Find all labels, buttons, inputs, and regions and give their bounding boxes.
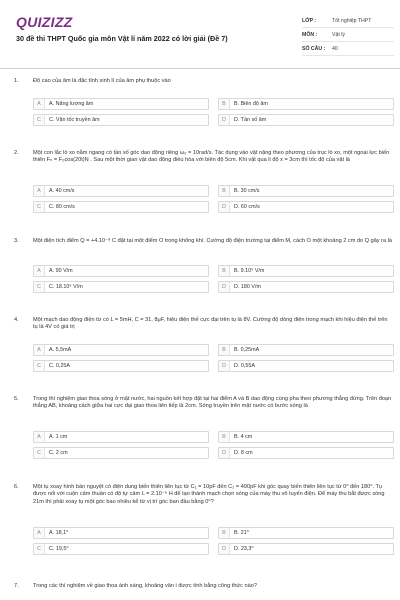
- answer-option-a[interactable]: [33, 265, 209, 277]
- answer-option-c[interactable]: [33, 447, 209, 459]
- option-text: C. 2 cm: [49, 450, 68, 456]
- option-letter: B: [219, 266, 230, 276]
- option-text: B. 30 cm/s: [234, 188, 260, 194]
- option-text: B. 0,25mA: [234, 347, 260, 353]
- option-text: D. 8 cm: [234, 450, 253, 456]
- question-number: 7.: [14, 583, 19, 589]
- answer-option-d[interactable]: [218, 447, 394, 459]
- meta-row-subject: [302, 28, 394, 42]
- answer-option-d[interactable]: [218, 201, 394, 213]
- answer-option-a[interactable]: [33, 431, 209, 443]
- question-text: Một mạch dao động điện từ có L = 5mH, C = 31, 8μF, hiệu điện thế cực đại trên tụ là 8V. Cường độ dòng điện trong mạch khi hiệu điện thế trên tụ là 4V có giá trị: [33, 317, 388, 331]
- option-text: A. 90 V/m: [49, 268, 73, 274]
- header-divider: [0, 68, 400, 69]
- option-text: C. 0,25A: [49, 363, 70, 369]
- option-text: B. 4 cm: [234, 434, 253, 440]
- meta-value: Tốt nghiệp THPT: [332, 17, 372, 24]
- question-number: 3.: [14, 238, 19, 244]
- question-number: 5.: [14, 396, 19, 402]
- option-text: D. 0,55A: [234, 363, 255, 369]
- meta-value: Vật lý: [332, 31, 345, 38]
- answer-option-d[interactable]: [218, 543, 394, 555]
- meta-label: SỐ CÂU :: [302, 45, 326, 52]
- meta-row-count: [302, 42, 394, 56]
- question-number: 6.: [14, 484, 19, 490]
- quizizz-logo: QUIZIZZ: [16, 14, 73, 30]
- answer-option-d[interactable]: [218, 114, 394, 126]
- answer-option-b[interactable]: [218, 98, 394, 110]
- question-text: Trong các thí nghiệm về giao thoa ánh sáng, khoảng vân i được tính bằng công thức nào?: [33, 583, 257, 589]
- answer-option-b[interactable]: [218, 344, 394, 356]
- option-text: A. Năng lượng âm: [49, 101, 94, 107]
- option-text: D. 180 V/m: [234, 284, 261, 290]
- option-text: D. Tần số âm: [234, 117, 267, 123]
- option-letter: B: [219, 345, 230, 355]
- option-letter: A: [34, 432, 45, 442]
- answer-option-b[interactable]: [218, 431, 394, 443]
- option-text: C. 19,5⁰: [49, 546, 69, 552]
- question-number: 4.: [14, 317, 19, 323]
- question-text: Trong thí nghiệm giao thoa sóng ở mặt nước, hai nguồn kết hợp đặt tại hai điểm A và B dao động cùng pha theo phương thẳng đứng. Trên đoạn thẳng AB, khoảng cách giữa hai cực đại giao thoa liên tiếp là 2cm. Sóng truyền trên mặt nước có bước sóng là: [33, 396, 392, 410]
- option-text: A. 5,5mA: [49, 347, 72, 353]
- option-letter: A: [34, 186, 45, 196]
- option-letter: B: [219, 186, 230, 196]
- question-number: 1.: [14, 78, 19, 84]
- option-text: B. 9.10⁵ V/m: [234, 268, 265, 274]
- answer-option-c[interactable]: [33, 281, 209, 293]
- option-letter: C: [34, 544, 45, 554]
- meta-label: LỚP :: [302, 17, 317, 24]
- option-letter: A: [34, 99, 45, 109]
- answer-option-d[interactable]: [218, 360, 394, 372]
- option-text: B. 21⁰: [234, 530, 249, 536]
- header: [0, 0, 400, 64]
- option-letter: C: [34, 282, 45, 292]
- option-letter: D: [219, 361, 230, 371]
- option-text: A. 40 cm/s: [49, 188, 75, 194]
- meta-table: [302, 14, 394, 56]
- answer-option-d[interactable]: [218, 281, 394, 293]
- answer-option-b[interactable]: [218, 185, 394, 197]
- option-letter: C: [34, 361, 45, 371]
- question-text: Một điện tích điểm Q = +4.10⁻⁸ C đặt tại một điểm O trong không khí. Cường độ điện trường tại điểm M, cách O một khoảng 2 cm do Q gây ra là: [33, 238, 393, 244]
- question-text: Độ cao của âm là đặc tính sinh lí của âm phụ thuộc vào: [33, 78, 171, 84]
- answer-option-b[interactable]: [218, 265, 394, 277]
- option-text: B. Biên độ âm: [234, 101, 268, 107]
- option-letter: A: [34, 266, 45, 276]
- option-letter: D: [219, 282, 230, 292]
- meta-label: MÔN :: [302, 31, 318, 38]
- option-letter: D: [219, 448, 230, 458]
- answer-option-b[interactable]: [218, 527, 394, 539]
- option-text: D. 60 cm/s: [234, 204, 260, 210]
- answer-option-c[interactable]: [33, 360, 209, 372]
- option-letter: A: [34, 528, 45, 538]
- meta-row-class: [302, 14, 394, 28]
- answer-option-c[interactable]: [33, 543, 209, 555]
- answer-option-a[interactable]: [33, 185, 209, 197]
- option-letter: B: [219, 99, 230, 109]
- option-text: C. Vận tốc truyền âm: [49, 117, 100, 123]
- option-text: D. 23,3⁰: [234, 546, 254, 552]
- option-letter: C: [34, 202, 45, 212]
- answer-option-c[interactable]: [33, 201, 209, 213]
- document-title: 30 đề thi THPT Quốc gia môn Vật lí năm 2022 có lời giải (Đề 7): [16, 34, 228, 43]
- option-letter: D: [219, 202, 230, 212]
- question-number: 2.: [14, 150, 19, 156]
- answer-option-a[interactable]: [33, 527, 209, 539]
- answer-option-a[interactable]: [33, 98, 209, 110]
- option-letter: A: [34, 345, 45, 355]
- option-letter: D: [219, 115, 230, 125]
- question-text: Một con lắc lò xo nằm ngang có tần số góc dao động riêng ω₀ = 10rad/s. Tác dụng vào vật nặng theo phương của trục lò xo, một ngoại lực biến thiên Fₙ = F₀cos(20t)N . Sau một thời gian vật dao động điều hòa với biên độ 5cm. Khi vật qua li độ x = 3cm thì tốc độ của vật là: [33, 150, 390, 164]
- answer-option-c[interactable]: [33, 114, 209, 126]
- option-letter: B: [219, 528, 230, 538]
- answer-option-a[interactable]: [33, 344, 209, 356]
- option-letter: C: [34, 115, 45, 125]
- option-letter: D: [219, 544, 230, 554]
- meta-value: 40: [332, 45, 338, 52]
- option-text: A. 1 cm: [49, 434, 68, 440]
- option-text: C. 80 cm/s: [49, 204, 75, 210]
- option-letter: B: [219, 432, 230, 442]
- option-text: A. 18,1⁰: [49, 530, 69, 536]
- option-text: C. 18.10⁵ V/m: [49, 284, 83, 290]
- option-letter: C: [34, 448, 45, 458]
- question-text: Một tụ xoay hình bán nguyệt có điện dung biến thiên liên tục từ C₁ = 10pF đến C₂ = 490pF khi góc quay biến thiên liên tục từ 0⁰ đến 180⁰. Tụ được nối với cuộn cảm thuần có độ tự cảm L = 2.10⁻⁶ H để tạo thành mạch chọn sóng của máy thu vô tuyến điện. Để máy thu bắt được sóng 21m thì phải xoay tụ một góc bao nhiêu kể từ vị trí góc ban đầu bằng 0⁰?: [33, 484, 385, 505]
